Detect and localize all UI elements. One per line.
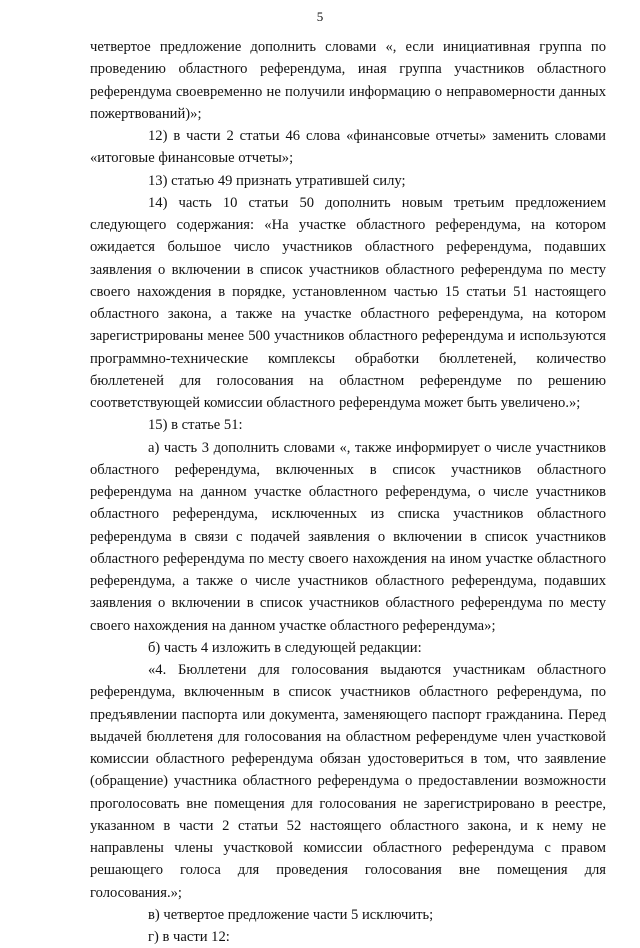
paragraph-subitem-v: в) четвертое предложение части 5 исключить; — [148, 906, 434, 923]
paragraph-quoted-part-4: «4. Бюллетени для голосования выдаются участникам областного референдума, включенным в список участников областного референдума, по предъявлении паспорта или документа, заменяющего паспорт гражданина. Перед выдачей бюллетеня для голосования на областном референдуме член участковой комиссии областного референдума обязан удостовериться в том, что заявление (обращение) участника областного референдума о предоставлении возможности проголосовать вне помещения для голосования не зарегистрировано в реестре, указанном в части 2 статьи 52 настоящего областного закона, и к нему не направлены члены участковой комиссии областного референдума с правом решающего голоса для проведения голосования вне помещения для голосования.»; — [90, 662, 606, 901]
paragraph-subitem-a: а) часть 3 дополнить словами «, также информирует о числе участников областного референдума, включенных в список участников областного референдума на данном участке областного референдума, о числе участников областного референдума, исключенных из списка участников областного референдума в связи с подачей заявления о включении в список участников областного референдума по месту своего нахождения на ином участке областного референдума, а также о числе участников областного референдума, подавших заявления о включении в список участников областного референдума по месту своего нахождения на данном участке областного референдума»; — [90, 439, 606, 634]
paragraph-item-12: 12) в части 2 статьи 46 слова «финансовые отчеты» заменить словами «итоговые финансовые отчеты»; — [90, 128, 606, 167]
document-body — [90, 36, 606, 948]
paragraph-subitem-b: б) часть 4 изложить в следующей редакции: — [148, 639, 422, 656]
paragraph-subitem-g: г) в части 12: — [148, 929, 230, 945]
paragraph-item-14: 14) часть 10 статьи 50 дополнить новым третьим предложением следующего содержания: «На участке областного референдума, на котором ожидается большое число участников областного референдума, подавших заявления о включении в список участников областного референдума по месту своего нахождения в порядке, установленном частью 15 статьи 51 настоящего областного закона, а также на участке областного референдума, на котором зарегистрированы менее 500 участников областного референдума и используются программно-технические комплексы обработки бюллетеней, количество бюллетеней для голосования на областном референдуме по решению соответствующей комиссии областного референдума может быть увеличено.»; — [90, 194, 606, 411]
paragraph-item-13: 13) статью 49 признать утратившей силу; — [148, 172, 406, 189]
paragraph-continuation: четвертое предложение дополнить словами «, если инициативная группа по проведению областного референдума, иная группа участников областного референдума своевременно не получили информацию о неправомерности данных пожертвований)»; — [90, 39, 606, 122]
paragraph-item-15: 15) в статье 51: — [148, 417, 243, 434]
page-number: 5 — [316, 9, 324, 24]
